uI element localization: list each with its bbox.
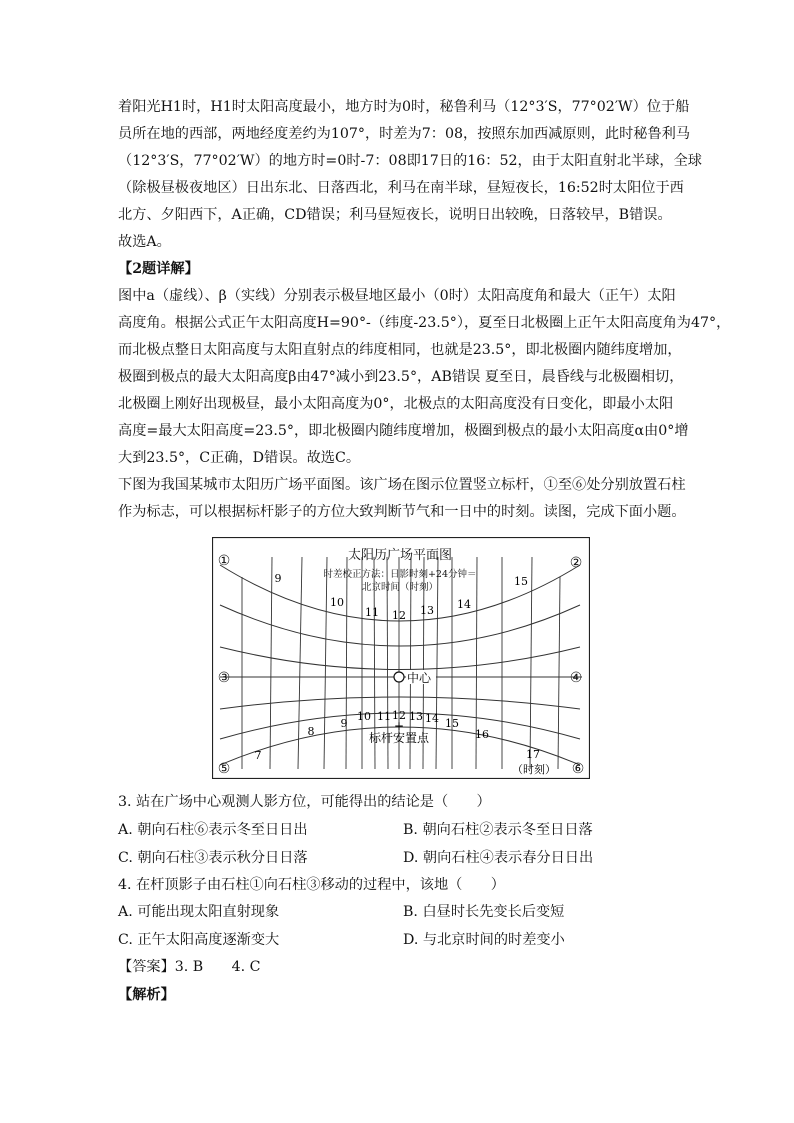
text-line: 故选A。 <box>118 234 171 250</box>
lower-hour-label: 13 <box>409 710 423 723</box>
q4-option-d[interactable]: D. 与北京时间的时差变小 <box>403 932 565 948</box>
text-line: 员所在地的西部，两地经度差约为107°，时差为7：08，按照东加西减原则，此时秘鲁利马 <box>118 126 691 142</box>
upper-hour-label: 13 <box>420 604 434 617</box>
lower-hour-label: 12 <box>392 709 406 722</box>
text-line: （12°3′S，77°02′W）的地方时=0时-7：08即17日的16：52，由于太阳直射北半球，全球 <box>118 153 702 169</box>
text-line: 高度角。根据公式正午太阳高度H=90°-（纬度-23.5°），夏至日北极圈上正午太阳高度角为47°， <box>118 315 731 331</box>
center-label: 中心 <box>407 671 432 685</box>
pillar-1-label: ① <box>217 553 231 569</box>
figure-note-line1: 时差校正方法：日影时刻+24分钟＝ <box>323 569 477 580</box>
text-line: （除极昼极夜地区）日出东北、日落西北，利马在南半球，昼短夜长，16:52时太阳位于西 <box>118 180 684 196</box>
upper-hour-label: 12 <box>392 609 406 622</box>
q3-option-d[interactable]: D. 朝向石柱④表示春分日日出 <box>403 850 594 866</box>
plaza-center-marker <box>394 672 404 682</box>
q4-option-a[interactable]: A. 可能出现太阳直射现象 <box>118 904 280 920</box>
text-line: 北方、夕阳西下，A正确，CD错误；利马昼短夜长，说明日出较晚，日落较早，B错误。 <box>118 207 672 223</box>
lower-hour-label: 10 <box>357 710 371 723</box>
lower-hour-label: 9 <box>340 717 348 730</box>
text-line: 作为标志，可以根据标杆影子的方位大致判断节气和一日中的时刻。读图，完成下面小题。 <box>118 504 686 520</box>
text-line: 高度=最大太阳高度=23.5°，即北极圈内随纬度增加，极圈到极点的最小太阳高度α由0°增 <box>118 423 689 439</box>
upper-hour-label: 9 <box>274 572 282 585</box>
section-heading: 【2题详解】 <box>118 261 199 277</box>
pillar-4-label: ④ <box>569 670 583 686</box>
pole-cross-icon: + <box>393 719 405 733</box>
lower-hour-label: 17 <box>526 748 540 761</box>
lower-hour-label: 8 <box>307 725 315 738</box>
q3-option-c[interactable]: C. 朝向石柱③表示秋分日日落 <box>118 850 308 866</box>
lower-hour-label: 7 <box>254 749 262 762</box>
q4-option-c[interactable]: C. 正午太阳高度逐渐变大 <box>118 932 280 948</box>
question-4-stem: 4. 在杆顶影子由石柱①向石柱③移动的过程中，该地（ ） <box>118 877 505 893</box>
lower-hour-label: 16 <box>475 728 489 741</box>
q3-option-a[interactable]: A. 朝向石柱⑥表示冬至日日出 <box>118 822 308 838</box>
text-line: 北极圈上刚好出现极昼，最小太阳高度为0°，北极点的太阳高度没有日变化，即最小太阳 <box>118 396 674 412</box>
text-line: 下图为我国某城市太阳历广场平面图。该广场在图示位置竖立标杆，①至⑥处分别放置石柱 <box>118 477 686 493</box>
upper-hour-label: 11 <box>365 606 379 619</box>
text-line: 大到23.5°，C正确，D错误。故选C。 <box>118 450 361 466</box>
analysis-heading: 【解析】 <box>118 987 175 1003</box>
upper-hour-label: 14 <box>457 598 471 611</box>
pillar-6-label: ⑥ <box>571 761 585 777</box>
question-3-stem: 3. 站在广场中心观测人影方位，可能得出的结论是（ ） <box>118 794 491 810</box>
q3-option-b[interactable]: B. 朝向石柱②表示冬至日日落 <box>403 822 593 838</box>
sundial-plaza-figure <box>212 537 590 779</box>
pole-label: 标杆安置点 <box>368 731 430 745</box>
lower-hour-label: 15 <box>445 717 459 730</box>
figure-note-line2: 北京时间（时刻） <box>361 582 439 593</box>
q4-option-b[interactable]: B. 白昼时长先变长后变短 <box>403 904 565 920</box>
pillar-2-label: ② <box>569 555 583 571</box>
text-line: 着阳光H1时，H1时太阳高度最小，地方时为0时，秘鲁利马（12°3′S，77°02′W）位于船 <box>118 99 690 115</box>
lower-hour-label: 11 <box>377 710 391 723</box>
answer-line: 【答案】3. B 4. C <box>118 959 261 975</box>
pillar-3-label: ③ <box>217 670 231 686</box>
upper-hour-label: 10 <box>330 596 344 609</box>
upper-hour-label: 15 <box>514 575 528 588</box>
text-line: 而北极点整日太阳高度与太阳直射点的纬度相同，也就是23.5°，即北极圈内随纬度增加， <box>118 342 682 358</box>
text-line: 图中a（虚线）、β（实线）分别表示极昼地区最小（0时）太阳高度角和最大（正午）太阳 <box>118 288 676 304</box>
figure-title: 太阳历广场平面图 <box>347 548 453 563</box>
pillar-5-label: ⑤ <box>217 761 231 777</box>
time-unit-label: （时刻） <box>512 763 556 776</box>
lower-hour-label: 14 <box>425 712 439 725</box>
text-line: 极圈到极点的最大太阳高度β由47°减小到23.5°，AB错误 夏至日，晨昏线与北极圈相切， <box>118 369 684 385</box>
